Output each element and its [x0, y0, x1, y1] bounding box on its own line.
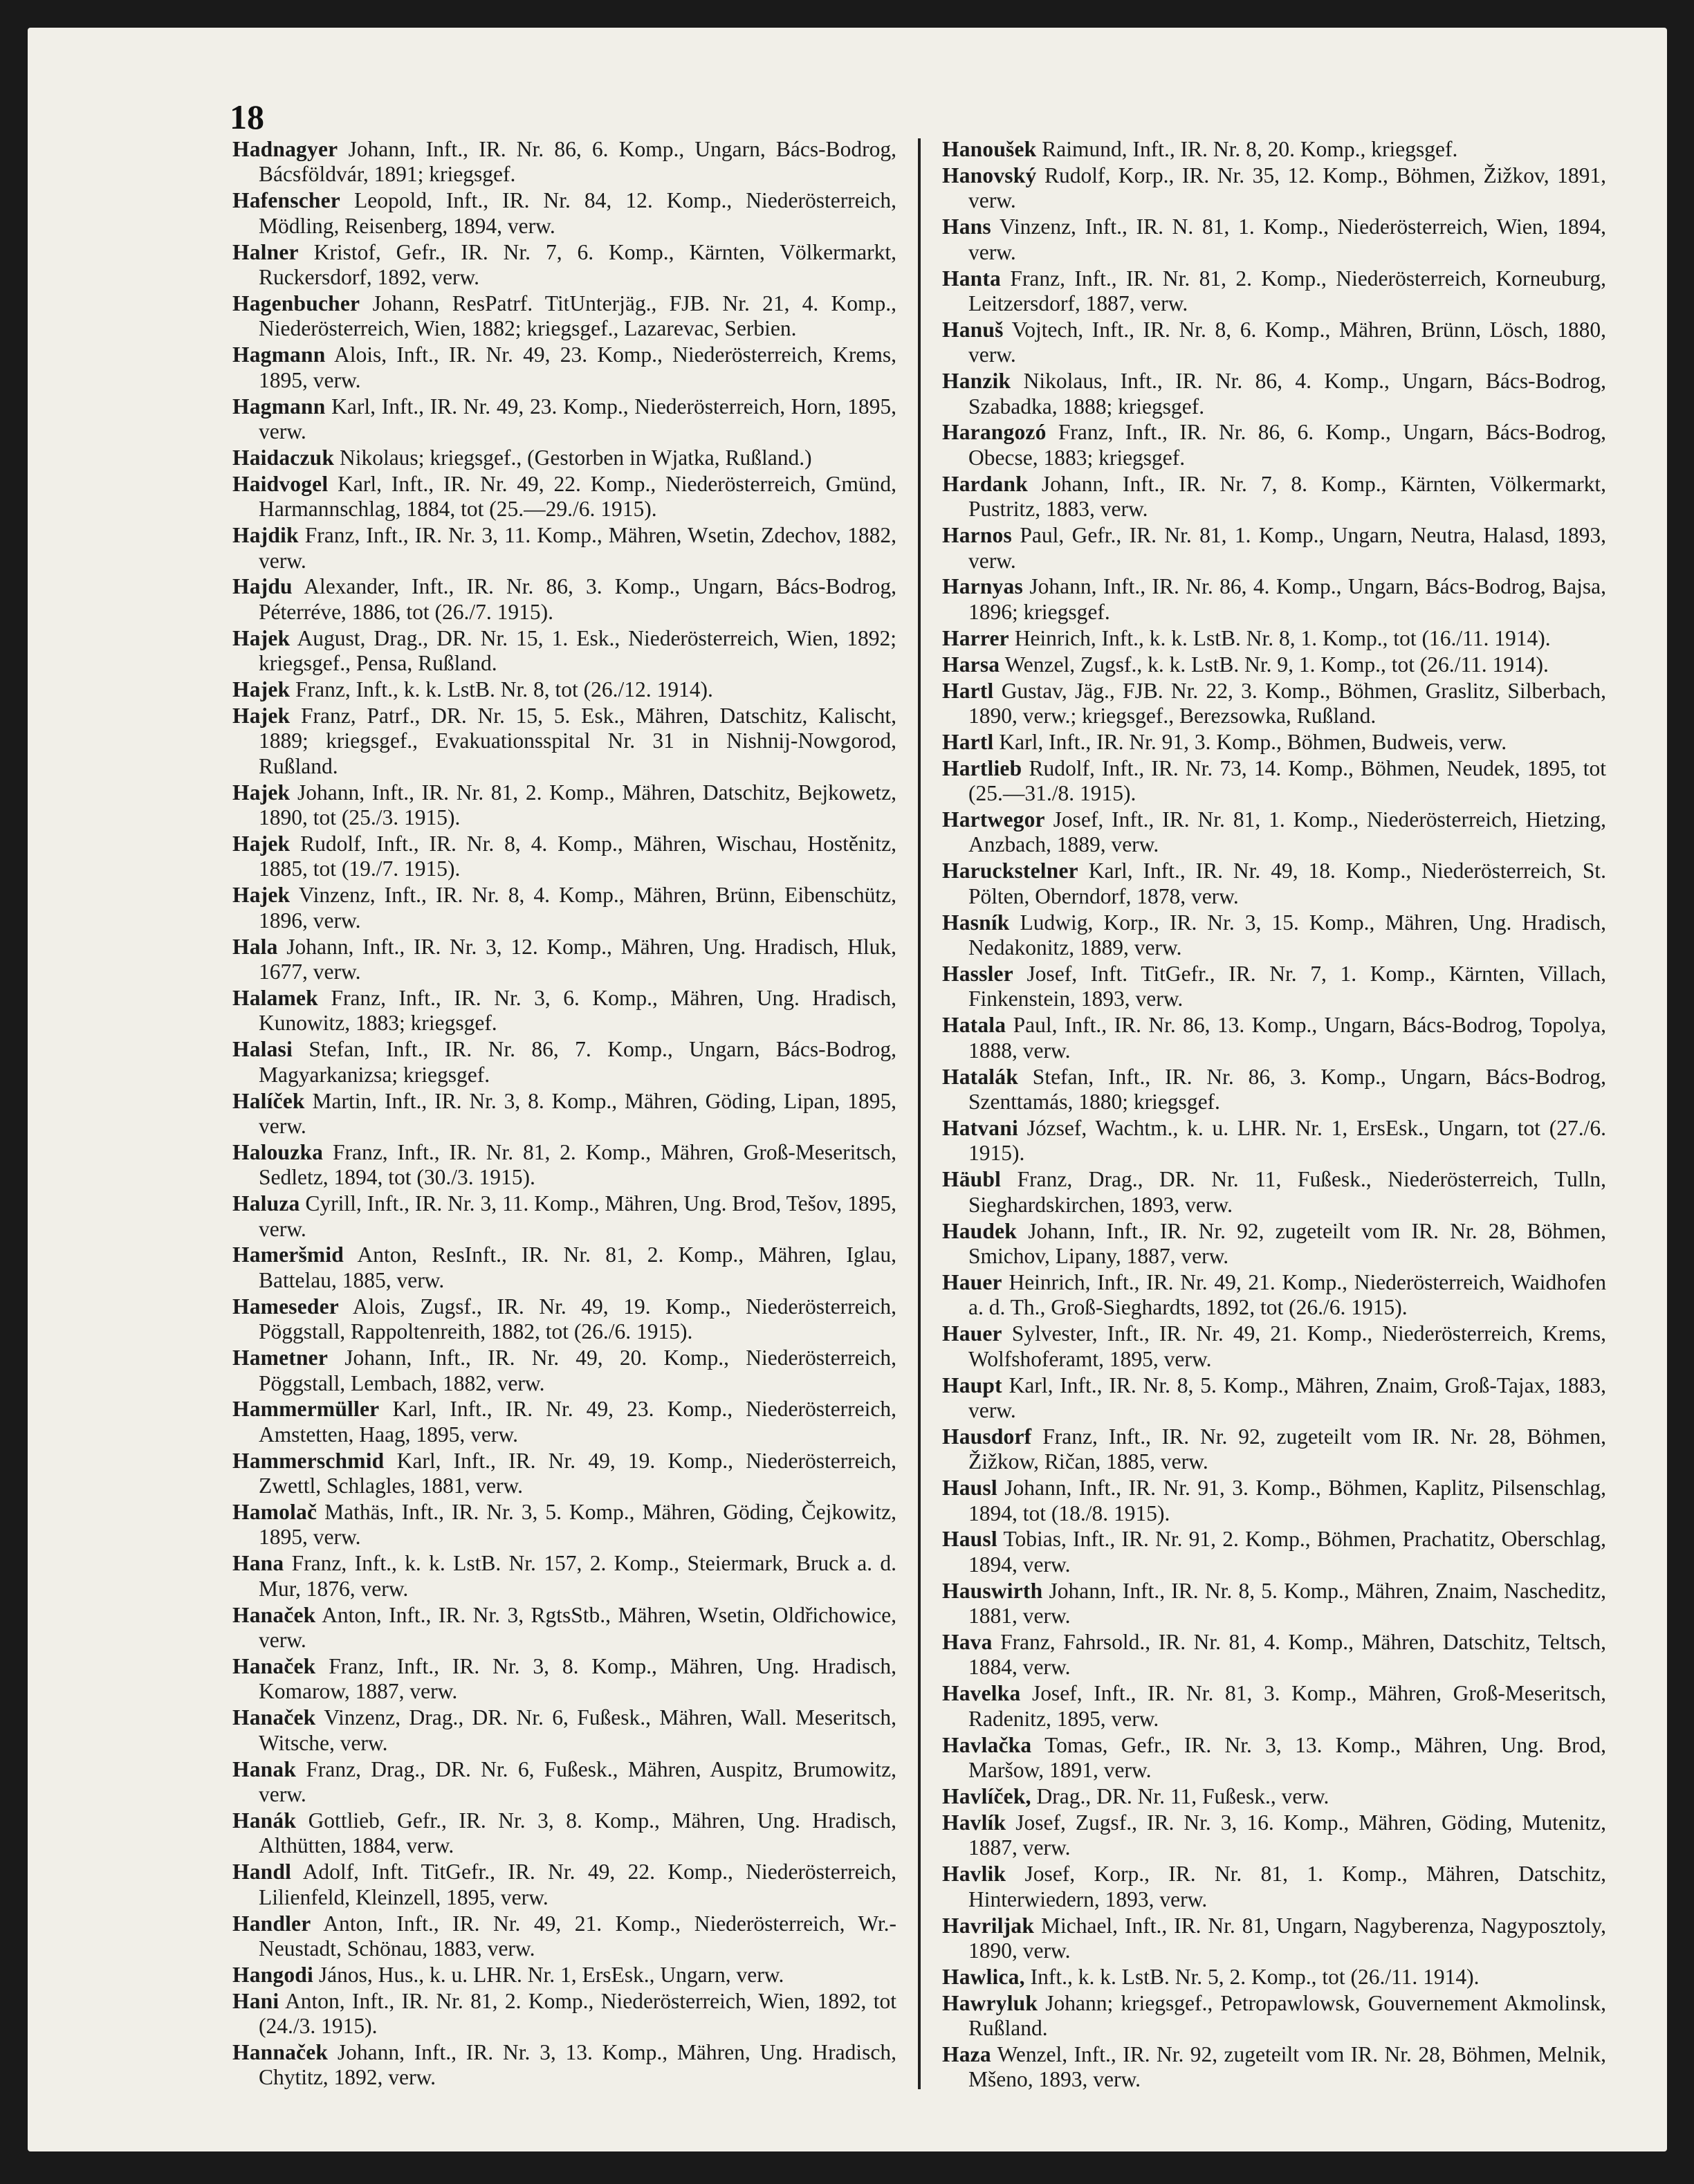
entry-details: Franz, Inft., IR. Nr. 3, 6. Komp., Mähren, Ung. Hradisch, Kunowitz, 1883; kriegsgef.	[259, 985, 897, 1036]
entry-details: Johann, Inft., IR. Nr. 49, 20. Komp., Niederösterreich, Pöggstall, Lembach, 1882, verw.	[259, 1346, 897, 1395]
entry-details: Johann, Inft., IR. Nr. 8, 5. Komp., Mähren, Znaim, Nascheditz, 1881, verw.	[968, 1578, 1607, 1628]
list-entry	[942, 652, 1606, 677]
entry-surname: Hajdu	[232, 574, 293, 599]
list-entry	[942, 420, 1606, 470]
list-entry	[232, 1603, 896, 1653]
list-entry	[232, 523, 896, 573]
list-entry	[232, 1191, 896, 1242]
list-entry	[942, 679, 1606, 729]
entry-surname: Hagmann	[232, 342, 326, 367]
entry-details: Tomas, Gefr., IR. Nr. 3, 13. Komp., Mähren, Ung. Brod, Maršow, 1891, verw.	[968, 1732, 1606, 1783]
list-entry	[942, 1219, 1606, 1269]
page-number: 18	[230, 98, 264, 136]
entry-surname: Hartwegor	[942, 807, 1045, 832]
list-entry	[232, 291, 896, 342]
list-entry	[942, 1914, 1606, 1964]
list-entry	[232, 704, 896, 779]
entry-surname: Hausl	[942, 1527, 997, 1552]
entry-surname: Hajek	[232, 780, 291, 805]
list-entry	[942, 1579, 1606, 1629]
entry-surname: Hanta	[942, 266, 1002, 291]
list-entry	[232, 1911, 896, 1962]
entry-details: Franz, Inft., k. k. LstB. Nr. 157, 2. Komp., Steiermark, Bruck a. d. Mur, 1876, verw.	[259, 1551, 897, 1601]
left-column	[232, 137, 896, 2091]
list-entry	[232, 2040, 896, 2091]
entry-details: Rudolf, Inft., IR. Nr. 73, 14. Komp., Böhmen, Neudek, 1895, tot (25.—31./8. 1915).	[968, 755, 1606, 806]
entry-surname: Havlík	[942, 1810, 1006, 1835]
list-entry	[232, 1242, 896, 1293]
entry-details: Stefan, Inft., IR. Nr. 86, 3. Komp., Ungarn, Bács-Bodrog, Szenttamás, 1880; kriegsgef.	[968, 1064, 1606, 1114]
entry-details: Franz, Fahrsold., IR. Nr. 81, 4. Komp., Mähren, Datschitz, Teltsch, 1884, verw.	[968, 1630, 1606, 1680]
entry-details: Gustav, Jäg., FJB. Nr. 22, 3. Komp., Böhmen, Graslitz, Silberbach, 1890, verw.; kriegsgef., Berezsowka, Rußland.	[968, 678, 1607, 728]
list-entry	[942, 1862, 1606, 1912]
entry-details: Johann, Inft., IR. Nr. 81, 2. Komp., Mähren, Datschitz, Bejkowetz, 1890, tot (25./3. 1915).	[259, 780, 897, 830]
entry-surname: Hammermüller	[232, 1397, 380, 1422]
entry-surname: Häubl	[942, 1167, 1002, 1192]
list-entry	[232, 1989, 896, 2039]
list-entry	[232, 1089, 896, 1139]
entry-surname: Hajek	[232, 625, 291, 650]
list-entry	[232, 1294, 896, 1345]
list-entry	[232, 1808, 896, 1859]
entry-surname: Havlik	[942, 1862, 1006, 1887]
entry-details: Michael, Inft., IR. Nr. 81, Ungarn, Nagyberenza, Nagyposztoly, 1890, verw.	[968, 1913, 1606, 1963]
entry-surname: Havriljak	[942, 1913, 1035, 1938]
list-entry	[942, 1965, 1606, 1990]
list-entry	[232, 832, 896, 882]
entry-details: Franz, Inft., IR. Nr. 81, 2. Komp., Niederösterreich, Korneuburg, Leitzersdorf, 1887, verw.	[968, 266, 1606, 315]
entry-surname: Hameršmid	[232, 1242, 344, 1267]
entry-surname: Hartl	[942, 729, 994, 754]
entry-surname: Hagenbucher	[232, 291, 360, 315]
entry-surname: Hafenscher	[232, 188, 340, 213]
entry-details: Franz, Inft., IR. Nr. 3, 11. Komp., Mähren, Wsetin, Zdechov, 1882, verw.	[259, 523, 897, 573]
entry-surname: Hassler	[942, 962, 1013, 986]
list-entry	[232, 1551, 896, 1602]
list-entry	[232, 394, 896, 445]
entry-details: Johann, Inft., IR. Nr. 86, 4. Komp., Ungarn, Bács-Bodrog, Bajsa, 1896; kriegsgef.	[968, 574, 1606, 624]
entry-details: Franz, Inft., IR. Nr. 86, 6. Komp., Ungarn, Bács-Bodrog, Obecse, 1883; kriegsgef.	[968, 420, 1606, 470]
list-entry	[232, 883, 896, 933]
entry-surname: Hausl	[942, 1476, 997, 1501]
entry-surname: Hawlica,	[942, 1964, 1025, 1989]
list-entry	[232, 935, 896, 985]
entry-details: Drag., DR. Nr. 11, Fußesk., verw.	[1036, 1784, 1329, 1808]
entry-details: Johann, ResPatrf. TitUnterjäg., FJB. Nr. 21, 4. Komp., Niederösterreich, Wien, 1882; kriegsgef., Lazarevac, Serbien.	[259, 291, 897, 341]
entry-details: Franz, Inft., k. k. LstB. Nr. 8, tot (26./12. 1914).	[295, 677, 713, 702]
entry-surname: Hauswirth	[942, 1578, 1043, 1603]
entry-surname: Hana	[232, 1551, 284, 1576]
entry-details: Vinzenz, Inft., IR. N. 81, 1. Komp., Niederösterreich, Wien, 1894, verw.	[968, 214, 1606, 264]
entry-surname: Hajek	[232, 677, 291, 702]
entry-surname: Hajek	[232, 703, 291, 728]
entry-details: Inft., k. k. LstB. Nr. 5, 2. Komp., tot (26./11. 1914).	[1030, 1964, 1480, 1989]
entry-details: Karl, Inft., IR. Nr. 49, 18. Komp., Niederösterreich, St. Pölten, Oberndorf, 1878, verw.	[968, 859, 1606, 908]
entry-surname: Hanaček	[232, 1653, 316, 1678]
entry-surname: Hava	[942, 1630, 993, 1655]
entry-details: Karl, Inft., IR. Nr. 8, 5. Komp., Mähren, Znaim, Groß-Tajax, 1883, verw.	[968, 1373, 1607, 1422]
entry-surname: Halamek	[232, 985, 318, 1010]
entry-details: Franz, Drag., DR. Nr. 11, Fußesk., Niederösterreich, Tulln, Sieghardskirchen, 1893, verw.	[968, 1167, 1606, 1217]
list-entry	[232, 780, 896, 831]
list-entry	[232, 1705, 896, 1756]
entry-surname: Hauer	[942, 1321, 1002, 1346]
entry-details: Mathäs, Inft., IR. Nr. 3, 5. Komp., Mähren, Göding, Čejkowitz, 1895, verw.	[259, 1500, 896, 1550]
entry-surname: Hausdorf	[942, 1424, 1032, 1449]
list-entry	[942, 1630, 1606, 1680]
entry-surname: Hasník	[942, 910, 1010, 935]
entry-details: János, Hus., k. u. LHR. Nr. 1, ErsEsk., Ungarn, verw.	[318, 1962, 784, 1987]
entry-surname: Hatvani	[942, 1115, 1018, 1140]
entry-surname: Halouzka	[232, 1139, 324, 1164]
entry-surname: Hanovský	[942, 163, 1037, 187]
entry-details: Leopold, Inft., IR. Nr. 84, 12. Komp., Niederösterreich, Mödling, Reisenberg, 1894, verw.	[259, 188, 897, 238]
entry-surname: Handler	[232, 1911, 311, 1936]
list-entry	[232, 1860, 896, 1910]
list-entry	[232, 1963, 896, 1988]
list-entry	[232, 986, 896, 1036]
entry-details: Martin, Inft., IR. Nr. 3, 8. Komp., Mähren, Göding, Lipan, 1895, verw.	[259, 1088, 896, 1138]
list-entry	[232, 188, 896, 239]
entry-details: Karl, Inft., IR. Nr. 49, 23. Komp., Niederösterreich, Horn, 1895, verw.	[259, 394, 897, 443]
list-entry	[942, 1116, 1606, 1166]
list-entry	[942, 472, 1606, 522]
entry-details: Alois, Zugsf., IR. Nr. 49, 19. Komp., Niederösterreich, Pöggstall, Rappoltenreith, 1882, tot (26./6. 1915).	[259, 1294, 897, 1344]
list-entry	[942, 1065, 1606, 1115]
entry-surname: Hardank	[942, 471, 1028, 496]
list-entry	[232, 240, 896, 291]
entry-surname: Haza	[942, 2042, 991, 2067]
entry-surname: Hametner	[232, 1346, 329, 1370]
list-entry	[942, 1476, 1606, 1526]
list-entry	[942, 266, 1606, 317]
entry-surname: Hajek	[232, 883, 291, 908]
entry-details: Karl, Inft., IR. Nr. 49, 23. Komp., Niederösterreich, Amstetten, Haag, 1895, verw.	[259, 1397, 897, 1447]
list-entry	[942, 1321, 1606, 1372]
entry-surname: Havelka	[942, 1681, 1021, 1706]
entry-surname: Hangodi	[232, 1962, 313, 1987]
entry-details: Johann, Inft., IR. Nr. 3, 13. Komp., Mähren, Ung. Hradisch, Chytitz, 1892, verw.	[259, 2040, 897, 2090]
list-entry	[942, 807, 1606, 858]
entry-surname: Haidaczuk	[232, 445, 335, 470]
list-entry	[942, 1733, 1606, 1783]
entry-details: Sylvester, Inft., IR. Nr. 49, 21. Komp., Niederösterreich, Krems, Wolfshoferamt, 1895, verw.	[968, 1321, 1606, 1371]
list-entry	[942, 1784, 1606, 1809]
entry-details: Paul, Inft., IR. Nr. 86, 13. Komp., Ungarn, Bács-Bodrog, Topolya, 1888, verw.	[968, 1013, 1606, 1063]
entry-details: Paul, Gefr., IR. Nr. 81, 1. Komp., Ungarn, Neutra, Halasd, 1893, verw.	[968, 523, 1606, 573]
entry-details: Vojtech, Inft., IR. Nr. 8, 6. Komp., Mähren, Brünn, Lösch, 1880, verw.	[968, 317, 1606, 367]
entry-details: Anton, Inft., IR. Nr. 81, 2. Komp., Niederösterreich, Wien, 1892, tot (24./3. 1915).	[259, 1988, 896, 2039]
entry-surname: Hans	[942, 214, 991, 239]
entry-details: Karl, Inft., IR. Nr. 49, 22. Komp., Niederösterreich, Gmünd, Harmannschlag, 1884, tot (25.—29./6. 1915).	[259, 471, 897, 522]
list-entry	[232, 574, 896, 625]
list-entry	[942, 1167, 1606, 1218]
entry-details: Raimund, Inft., IR. Nr. 8, 20. Komp., kriegsgef.	[1042, 137, 1458, 161]
entry-details: Wenzel, Inft., IR. Nr. 92, zugeteilt vom IR. Nr. 28, Böhmen, Melnik, Mšeno, 1893, verw.	[968, 2042, 1607, 2092]
list-entry	[942, 1991, 1606, 2041]
entry-details: Heinrich, Inft., k. k. LstB. Nr. 8, 1. Komp., tot (16./11. 1914).	[1014, 625, 1551, 650]
list-entry	[942, 369, 1606, 419]
entry-surname: Hammerschmid	[232, 1448, 385, 1473]
entry-surname: Halíček	[232, 1088, 305, 1113]
entry-surname: Hamolač	[232, 1500, 317, 1525]
entry-surname: Hawryluk	[942, 1990, 1038, 2015]
entry-details: Karl, Inft., IR. Nr. 91, 3. Komp., Böhmen, Budweis, verw.	[999, 729, 1507, 754]
entry-surname: Havlíček,	[942, 1784, 1031, 1808]
entry-surname: Hanoušek	[942, 137, 1037, 161]
entry-details: Alexander, Inft., IR. Nr. 86, 3. Komp., Ungarn, Bács-Bodrog, Péterréve, 1886, tot (26./7. 1915).	[259, 574, 897, 624]
list-entry	[232, 342, 896, 393]
list-entry	[232, 677, 896, 702]
entry-details: Franz, Inft., IR. Nr. 81, 2. Komp., Mähren, Groß-Meseritsch, Sedletz, 1894, tot (30./3. 1915).	[259, 1139, 897, 1190]
entry-surname: Haudek	[942, 1218, 1017, 1243]
list-entry	[232, 1346, 896, 1396]
entry-details: Franz, Patrf., DR. Nr. 15, 5. Esk., Mähren, Datschitz, Kalischt, 1889; kriegsgef., Evakuationsspital Nr. 31 in Nishnij-Nowgorod, Rußland.	[259, 703, 896, 778]
entry-surname: Hajek	[232, 831, 291, 856]
entry-surname: Hanaček	[232, 1705, 316, 1730]
entry-surname: Harnyas	[942, 574, 1023, 599]
entry-details: Josef, Inft., IR. Nr. 81, 1. Komp., Niederösterreich, Hietzing, Anzbach, 1889, verw.	[968, 807, 1607, 857]
list-entry	[942, 910, 1606, 961]
entry-details: Josef, Inft., IR. Nr. 81, 3. Komp., Mähren, Groß-Meseritsch, Radenitz, 1895, verw.	[968, 1681, 1606, 1731]
entry-surname: Hannaček	[232, 2040, 329, 2065]
entry-surname: Haidvogel	[232, 471, 329, 496]
entry-surname: Harnos	[942, 523, 1012, 548]
entry-details: Tobias, Inft., IR. Nr. 91, 2. Komp., Böhmen, Prachatitz, Oberschlag, 1894, verw.	[968, 1527, 1607, 1577]
list-entry	[942, 626, 1606, 651]
list-entry	[942, 1270, 1606, 1321]
entry-details: August, Drag., DR. Nr. 15, 1. Esk., Niederösterreich, Wien, 1892; kriegsgef., Pensa, Rußland.	[259, 625, 896, 676]
list-entry	[942, 1424, 1606, 1475]
entry-details: Josef, Zugsf., IR. Nr. 3, 16. Komp., Mähren, Göding, Mutenitz, 1887, verw.	[968, 1810, 1606, 1860]
list-entry	[232, 1140, 896, 1191]
entry-surname: Halasi	[232, 1037, 293, 1062]
document-page	[28, 28, 1667, 2151]
entry-details: Vinzenz, Drag., DR. Nr. 6, Fußesk., Mähren, Wall. Meseritsch, Witsche, verw.	[259, 1705, 896, 1755]
entry-details: Anton, ResInft., IR. Nr. 81, 2. Komp., Mähren, Iglau, Battelau, 1885, verw.	[259, 1242, 896, 1292]
entry-surname: Hanak	[232, 1756, 297, 1781]
entry-details: Josef, Inft. TitGefr., IR. Nr. 7, 1. Komp., Kärnten, Villach, Finkenstein, 1893, verw.	[968, 962, 1606, 1011]
entry-surname: Halner	[232, 239, 299, 264]
entry-surname: Hagmann	[232, 394, 326, 419]
list-entry	[942, 859, 1606, 909]
list-entry	[232, 446, 896, 470]
list-entry	[942, 730, 1606, 755]
entry-surname: Harsa	[942, 652, 1000, 677]
entry-surname: Hatala	[942, 1013, 1006, 1038]
entry-surname: Hadnagyer	[232, 137, 338, 161]
entry-details: Anton, Inft., IR. Nr. 49, 21. Komp., Niederösterreich, Wr.-Neustadt, Schönau, 1883, verw.	[259, 1911, 897, 1961]
entry-surname: Havlačka	[942, 1732, 1032, 1757]
list-entry	[942, 756, 1606, 807]
entry-details: Gottlieb, Gefr., IR. Nr. 3, 8. Komp., Mähren, Ung. Hradisch, Althütten, 1884, verw.	[259, 1808, 896, 1858]
list-entry	[232, 472, 896, 522]
entry-details: Rudolf, Korp., IR. Nr. 35, 12. Komp., Böhmen, Žižkov, 1891, verw.	[968, 163, 1607, 213]
entry-details: Stefan, Inft., IR. Nr. 86, 7. Komp., Ungarn, Bács-Bodrog, Magyarkanizsa; kriegsgef.	[259, 1037, 896, 1087]
entry-surname: Hajdik	[232, 523, 299, 548]
entry-details: Josef, Korp., IR. Nr. 81, 1. Komp., Mähren, Datschitz, Hinterwiedern, 1893, verw.	[968, 1862, 1606, 1911]
list-entry	[942, 318, 1606, 368]
list-entry	[232, 1757, 896, 1808]
entry-details: Wenzel, Zugsf., k. k. LstB. Nr. 9, 1. Komp., tot (26./11. 1914).	[1004, 652, 1549, 677]
entry-details: Nikolaus; kriegsgef., (Gestorben in Wjatka, Rußland.)	[339, 445, 812, 470]
entry-surname: Hartlieb	[942, 755, 1022, 780]
list-entry	[942, 1373, 1606, 1424]
entry-details: Johann, Inft., IR. Nr. 91, 3. Komp., Böhmen, Kaplitz, Pilsenschlag, 1894, tot (18./8. 1915).	[968, 1476, 1607, 1525]
entry-details: Rudolf, Inft., IR. Nr. 8, 4. Komp., Mähren, Wischau, Hostěnitz, 1885, tot (19./7. 1915).	[259, 831, 897, 881]
entry-surname: Haluza	[232, 1191, 300, 1216]
entry-surname: Hanaček	[232, 1602, 316, 1627]
list-entry	[942, 1681, 1606, 1732]
list-entry	[942, 1810, 1606, 1861]
list-entry	[942, 2042, 1606, 2093]
entry-surname: Hameseder	[232, 1294, 339, 1319]
entry-details: Kristof, Gefr., IR. Nr. 7, 6. Komp., Kärnten, Völkermarkt, Ruckersdorf, 1892, verw.	[259, 239, 896, 290]
entry-surname: Haupt	[942, 1373, 1002, 1397]
list-entry	[232, 137, 896, 187]
list-entry	[232, 1449, 896, 1499]
list-entry	[942, 163, 1606, 214]
entry-details: Johann, Inft., IR. Nr. 7, 8. Komp., Kärnten, Völkermarkt, Pustritz, 1883, verw.	[968, 471, 1606, 522]
entry-details: Franz, Inft., IR. Nr. 3, 8. Komp., Mähren, Ung. Hradisch, Komarow, 1887, verw.	[259, 1653, 896, 1704]
entry-surname: Haruckstelner	[942, 859, 1078, 883]
entry-details: Franz, Drag., DR. Nr. 6, Fußesk., Mähren, Auspitz, Brumowitz, verw.	[259, 1756, 896, 1806]
list-entry	[942, 214, 1606, 265]
column-divider	[918, 138, 921, 2089]
entry-surname: Handl	[232, 1860, 292, 1884]
list-entry	[942, 523, 1606, 573]
entry-details: Adolf, Inft. TitGefr., IR. Nr. 49, 22. Komp., Niederösterreich, Lilienfeld, Kleinzell, 1895, verw.	[259, 1860, 896, 1909]
list-entry	[232, 1654, 896, 1705]
entry-details: Franz, Inft., IR. Nr. 92, zugeteilt vom IR. Nr. 28, Böhmen, Žižkow, Ričan, 1885, verw.	[968, 1424, 1607, 1474]
entry-details: Karl, Inft., IR. Nr. 49, 19. Komp., Niederösterreich, Zwettl, Schlagles, 1881, verw.	[259, 1448, 897, 1498]
entry-surname: Harangozó	[942, 420, 1047, 445]
list-entry	[942, 1013, 1606, 1063]
entry-details: Vinzenz, Inft., IR. Nr. 8, 4. Komp., Mähren, Brünn, Eibenschütz, 1896, verw.	[259, 883, 896, 933]
list-entry	[942, 1527, 1606, 1577]
entry-details: Ludwig, Korp., IR. Nr. 3, 15. Komp., Mähren, Ung. Hradisch, Nedakonitz, 1889, verw.	[968, 910, 1607, 960]
entry-surname: Hala	[232, 934, 278, 959]
entry-surname: Hani	[232, 1988, 279, 2013]
entry-details: Nikolaus, Inft., IR. Nr. 86, 4. Komp., Ungarn, Bács-Bodrog, Szabadka, 1888; kriegsgef.	[968, 369, 1606, 419]
entry-surname: Hauer	[942, 1269, 1002, 1294]
entry-details: Johann, Inft., IR. Nr. 86, 6. Komp., Ungarn, Bács-Bodrog, Bácsföldvár, 1891; kriegsgef.	[259, 137, 896, 187]
list-entry	[942, 574, 1606, 625]
list-entry	[942, 137, 1606, 162]
entry-details: József, Wachtm., k. u. LHR. Nr. 1, ErsEsk., Ungarn, tot (27./6. 1915).	[968, 1115, 1607, 1166]
entry-surname: Harrer	[942, 625, 1009, 650]
entry-details: Anton, Inft., IR. Nr. 3, RgtsStb., Mähren, Wsetin, Oldřichowice, verw.	[259, 1602, 897, 1653]
entry-surname: Hanák	[232, 1808, 297, 1833]
entry-details: Alois, Inft., IR. Nr. 49, 23. Komp., Niederösterreich, Krems, 1895, verw.	[259, 342, 897, 392]
entry-details: Johann; kriegsgef., Petropawlowsk, Gouvernement Akmolinsk, Rußland.	[968, 1990, 1607, 2041]
entry-details: Heinrich, Inft., IR. Nr. 49, 21. Komp., Niederösterreich, Waidhofen a. d. Th., Groß-Sieghardts, 1892, tot (26./6. 1915).	[968, 1269, 1607, 1320]
entry-surname: Hanzik	[942, 369, 1011, 394]
list-entry	[232, 1397, 896, 1447]
list-entry	[232, 1037, 896, 1088]
entry-details: Cyrill, Inft., IR. Nr. 3, 11. Komp., Mähren, Ung. Brod, Tešov, 1895, verw.	[259, 1191, 897, 1241]
right-column	[942, 137, 1606, 2093]
entry-details: Johann, Inft., IR. Nr. 3, 12. Komp., Mähren, Ung. Hradisch, Hluk, 1677, verw.	[259, 934, 897, 984]
entry-surname: Hartl	[942, 678, 994, 703]
entry-surname: Hatalák	[942, 1064, 1018, 1089]
entry-details: Johann, Inft., IR. Nr. 92, zugeteilt vom IR. Nr. 28, Böhmen, Smichov, Lipany, 1887, verw.	[968, 1218, 1607, 1268]
list-entry	[232, 626, 896, 677]
list-entry	[232, 1500, 896, 1550]
entry-surname: Hanuš	[942, 317, 1004, 342]
list-entry	[942, 962, 1606, 1012]
